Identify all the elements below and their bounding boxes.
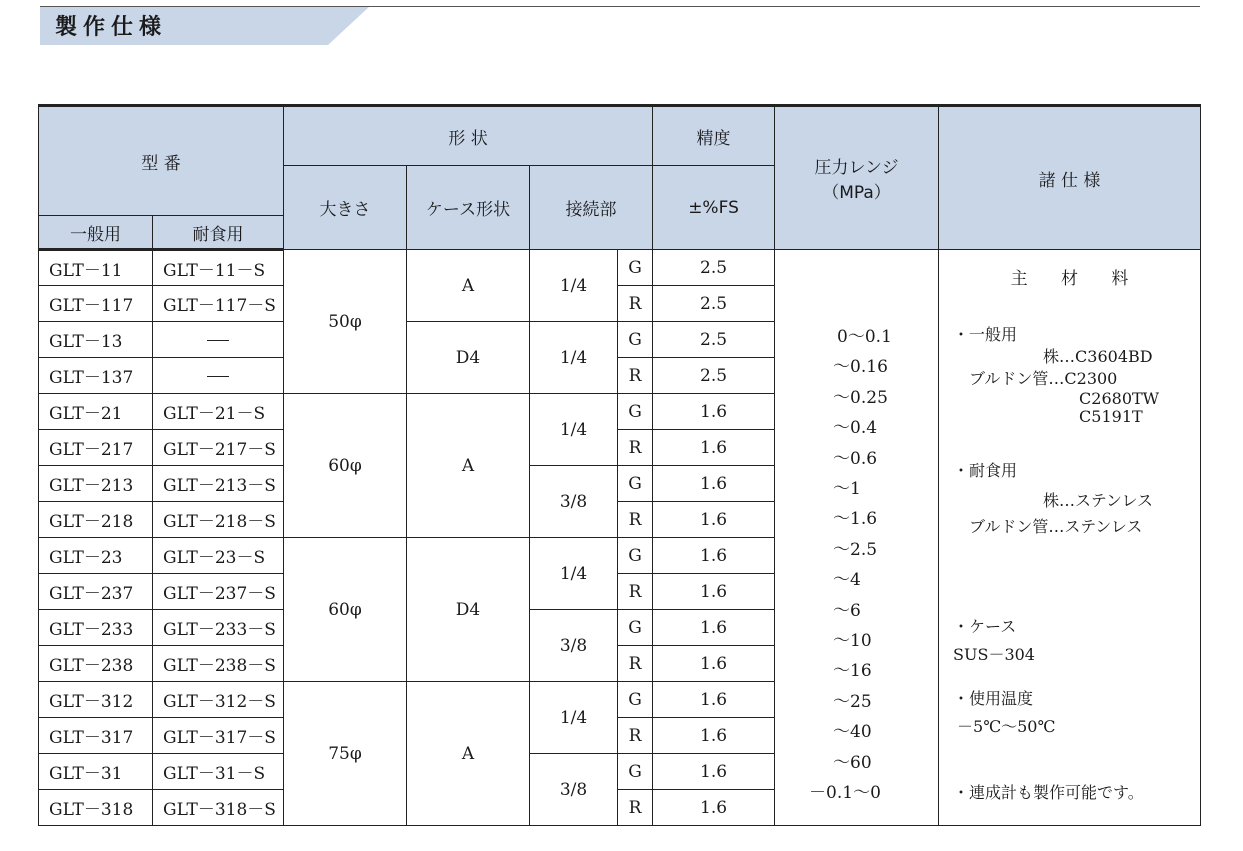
port-cell: G xyxy=(618,610,653,646)
header-corrosion: 耐食用 xyxy=(153,216,284,250)
port-cell: R xyxy=(618,646,653,682)
case-shape-cell: D4 xyxy=(407,538,530,682)
header-accuracy: 精度 xyxy=(653,106,775,166)
case-shape-cell: A xyxy=(407,682,530,826)
model-corrosion: GLT－312－S xyxy=(153,682,284,718)
range-item: 0〜0.1 xyxy=(837,327,892,347)
pressure-unit-label: （MPa） xyxy=(822,183,891,203)
model-corrosion: GLT－117－S xyxy=(153,286,284,322)
range-item: 〜40 xyxy=(833,722,872,743)
port-cell: G xyxy=(618,322,653,358)
model-corrosion: GLT－233－S xyxy=(153,610,284,646)
accuracy-cell: 1.6 xyxy=(653,574,775,610)
accuracy-cell: 1.6 xyxy=(653,610,775,646)
range-item: －0.1〜0 xyxy=(809,783,881,804)
port-cell: G xyxy=(618,394,653,430)
size-cell: 60φ xyxy=(284,538,407,682)
model-general: GLT－312 xyxy=(39,682,153,718)
case-shape-cell: A xyxy=(407,394,530,538)
thread-cell: 3/8 xyxy=(530,466,618,538)
range-item: 〜0.6 xyxy=(833,448,878,469)
model-corrosion: GLT－11－S xyxy=(153,250,284,286)
accuracy-cell: 2.5 xyxy=(653,358,775,394)
header-general: 一般用 xyxy=(39,216,153,250)
general-bourdon: ブルドン管…C2300 xyxy=(969,369,1118,388)
model-general: GLT－23 xyxy=(39,538,153,574)
accuracy-cell: 1.6 xyxy=(653,466,775,502)
pressure-range-list xyxy=(775,322,938,809)
accuracy-cell: 1.6 xyxy=(653,430,775,466)
model-general: GLT－11 xyxy=(39,250,153,286)
accuracy-cell: 1.6 xyxy=(653,646,775,682)
section-title: 製作仕様 xyxy=(55,15,168,40)
port-cell: R xyxy=(618,574,653,610)
corrosion-bourdon: ブルドン管…ステンレス xyxy=(969,517,1143,536)
port-cell: R xyxy=(618,358,653,394)
accuracy-cell: 1.6 xyxy=(653,718,775,754)
general-bourdon-2: C2680TW xyxy=(1079,389,1160,408)
accuracy-cell: 1.6 xyxy=(653,790,775,826)
header-size: 大きさ xyxy=(284,166,407,250)
range-item: 〜0.25 xyxy=(833,387,888,408)
model-general: GLT－217 xyxy=(39,430,153,466)
model-corrosion: GLT－317－S xyxy=(153,718,284,754)
model-general: GLT－31 xyxy=(39,754,153,790)
model-corrosion: GLT－318－S xyxy=(153,790,284,826)
model-corrosion-none xyxy=(153,358,284,394)
accuracy-cell: 1.6 xyxy=(653,754,775,790)
port-cell: G xyxy=(618,682,653,718)
port-cell: R xyxy=(618,286,653,322)
header-pressure-range xyxy=(775,106,939,250)
model-general: GLT－218 xyxy=(39,502,153,538)
header-connection: 接続部 xyxy=(530,166,653,250)
model-corrosion: GLT－21－S xyxy=(153,394,284,430)
corrosion-label: ・耐食用 xyxy=(953,461,1018,480)
case-shape-cell: A xyxy=(407,250,530,322)
model-general: GLT－238 xyxy=(39,646,153,682)
range-item: 〜0.16 xyxy=(833,357,888,378)
general-socket: 株…C3604BD xyxy=(1043,347,1153,366)
size-cell: 75φ xyxy=(284,682,407,826)
case-shape-cell: D4 xyxy=(407,322,530,394)
port-cell: R xyxy=(618,430,653,466)
header-model: 型 番 xyxy=(39,106,284,216)
thread-cell: 3/8 xyxy=(530,754,618,826)
port-cell: R xyxy=(618,790,653,826)
dash-mark xyxy=(207,340,229,341)
pressure-range-label: 圧力レンジ xyxy=(814,158,899,178)
accuracy-cell: 2.5 xyxy=(653,250,775,286)
case-value: SUS－304 xyxy=(953,645,1035,664)
port-cell: R xyxy=(618,718,653,754)
range-item: 〜0.4 xyxy=(833,418,878,439)
model-corrosion: GLT－218－S xyxy=(153,502,284,538)
model-general: GLT－137 xyxy=(39,358,153,394)
port-cell: G xyxy=(618,538,653,574)
temp-value: －5℃〜50℃ xyxy=(957,717,1056,736)
general-bourdon-3: C5191T xyxy=(1079,407,1143,426)
materials-title: 主 材 料 xyxy=(1010,269,1143,289)
port-cell: G xyxy=(618,466,653,502)
title-rule xyxy=(40,6,1200,7)
specs-cell xyxy=(939,250,1201,826)
model-corrosion: GLT－237－S xyxy=(153,574,284,610)
model-corrosion: GLT－213－S xyxy=(153,466,284,502)
thread-cell: 1/4 xyxy=(530,682,618,754)
compound-note: ・連成計も製作可能です。 xyxy=(953,783,1144,802)
model-corrosion-none xyxy=(153,322,284,358)
model-general: GLT－317 xyxy=(39,718,153,754)
model-general: GLT－233 xyxy=(39,610,153,646)
port-cell: R xyxy=(618,502,653,538)
header-case-shape: ケース形状 xyxy=(407,166,530,250)
size-cell: 60φ xyxy=(284,394,407,538)
general-label: ・一般用 xyxy=(953,325,1018,344)
range-item: 〜1 xyxy=(833,479,861,500)
accuracy-cell: 2.5 xyxy=(653,286,775,322)
accuracy-cell: 2.5 xyxy=(653,322,775,358)
range-item: 〜2.5 xyxy=(833,539,878,560)
model-general: GLT－237 xyxy=(39,574,153,610)
model-corrosion: GLT－31－S xyxy=(153,754,284,790)
range-item: 〜1.6 xyxy=(833,509,878,530)
dash-mark xyxy=(207,376,229,377)
case-label: ・ケース xyxy=(953,617,1017,636)
model-general: GLT－21 xyxy=(39,394,153,430)
range-item: 〜4 xyxy=(833,570,861,591)
thread-cell: 3/8 xyxy=(530,610,618,682)
thread-cell: 1/4 xyxy=(530,322,618,394)
thread-cell: 1/4 xyxy=(530,394,618,466)
thread-cell: 1/4 xyxy=(530,250,618,322)
range-item: 〜6 xyxy=(833,600,861,621)
thread-cell: 1/4 xyxy=(530,538,618,610)
port-cell: G xyxy=(618,754,653,790)
model-corrosion: GLT－217－S xyxy=(153,430,284,466)
pressure-range-cell xyxy=(775,250,939,826)
header-specs: 諸 仕 様 xyxy=(939,106,1201,250)
size-cell: 50φ xyxy=(284,250,407,394)
model-general: GLT－117 xyxy=(39,286,153,322)
range-item: 〜25 xyxy=(833,691,872,712)
model-general: GLT－13 xyxy=(39,322,153,358)
range-item: 〜16 xyxy=(833,661,872,682)
model-corrosion: GLT－238－S xyxy=(153,646,284,682)
accuracy-cell: 1.6 xyxy=(653,502,775,538)
temp-label: ・使用温度 xyxy=(953,689,1034,708)
model-general: GLT－213 xyxy=(39,466,153,502)
model-corrosion: GLT－23－S xyxy=(153,538,284,574)
range-item: 〜10 xyxy=(833,631,872,652)
port-cell: G xyxy=(618,250,653,286)
accuracy-cell: 1.6 xyxy=(653,538,775,574)
corrosion-socket: 株…ステンレス xyxy=(1043,491,1154,510)
model-general: GLT－318 xyxy=(39,790,153,826)
specs-block xyxy=(939,268,1200,804)
range-item: 〜60 xyxy=(833,752,872,773)
accuracy-cell: 1.6 xyxy=(653,682,775,718)
header-shape: 形 状 xyxy=(284,106,653,166)
header-accuracy-unit: ±%FS xyxy=(653,166,775,250)
accuracy-cell: 1.6 xyxy=(653,394,775,430)
spec-table xyxy=(38,104,1201,826)
